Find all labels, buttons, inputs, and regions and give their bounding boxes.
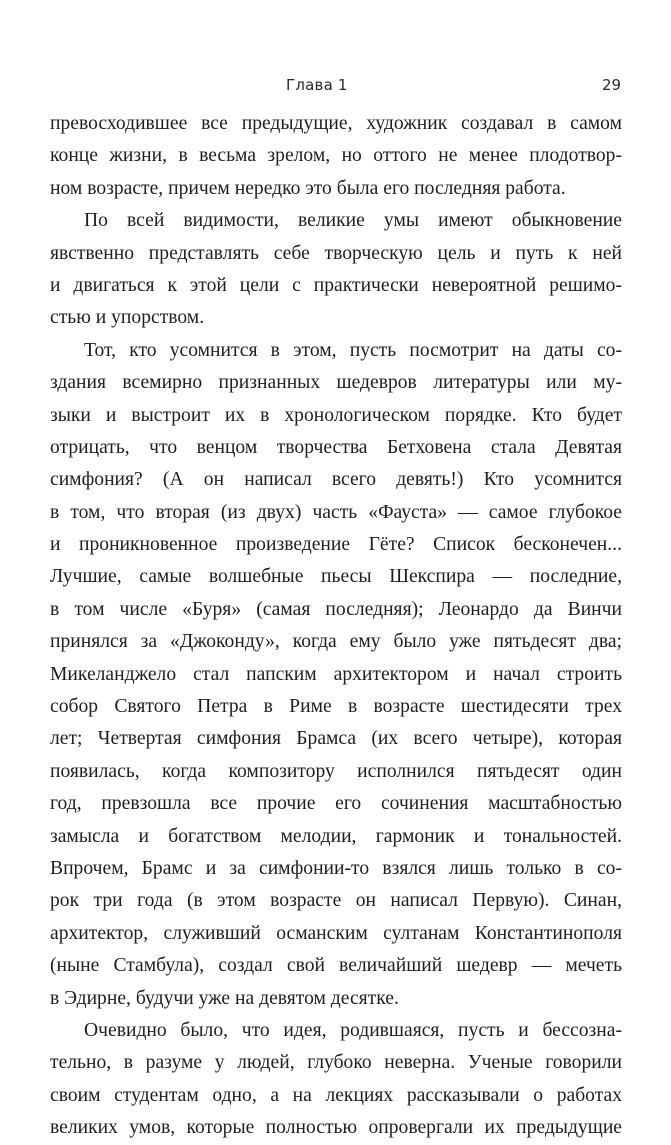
text-line: (ныне Стамбула), создал свой величайший шедевр — мечеть — [50, 955, 622, 977]
text-line: принялся за «Джоконду», когда ему было уже пятьдесят два; — [50, 631, 622, 653]
chapter-title: Глава 1 — [286, 76, 348, 94]
text-line: отрицать, что венцом творчества Бетховена стала Девятая — [50, 436, 622, 458]
text-line: в том числе «Буря» (самая последняя); Леонардо да Винчи — [50, 598, 622, 620]
body-text — [50, 108, 622, 1145]
text-line: лет; Четвертая симфония Брамса (их всего четыре), которая — [50, 728, 622, 750]
text-line: в Эдирне, будучи уже на девятом десятке. — [50, 987, 399, 1009]
text-line: и двигаться к этой цели с практически невероятной решимо- — [50, 274, 622, 296]
text-line: симфония? (А он написал всего девять!) Кто усомнится — [50, 469, 622, 491]
page-number: 29 — [602, 76, 622, 94]
text-line: собор Святого Петра в Риме в возрасте шестидесяти трех — [50, 696, 622, 718]
text-line: конце жизни, в весьма зрелом, но оттого не менее плодотвор- — [50, 145, 622, 167]
text-line: Лучшие, самые волшебные пьесы Шекспира — последние, — [50, 566, 622, 588]
text-line: появилась, когда композитору исполнился пятьдесят один — [50, 760, 622, 782]
text-line: По всей видимости, великие умы имеют обыкновение — [84, 210, 622, 232]
text-line: своим студентам одно, а на лекциях рассказывали о работах — [50, 1084, 622, 1106]
text-line: архитектор, служивший османским султанам Константинополя — [50, 922, 622, 944]
text-line: превосходившее все предыдущие, художник создавал в самом — [50, 113, 622, 134]
text-line: Микеланджело стал папским архитектором и начал строить — [50, 663, 622, 685]
text-line: Впрочем, Брамс и за симфонии-то взялся лишь только в со- — [50, 857, 622, 879]
text-line: стью и упорством. — [50, 307, 205, 329]
running-header — [0, 74, 671, 96]
text-line: рок три года (в этом возрасте он написал Первую). Синан, — [50, 890, 622, 912]
text-line: Тот, кто усомнится в этом, пусть посмотрит на даты со- — [84, 339, 622, 361]
text-line: год, превзошла все прочие его сочинения масштабностью — [50, 793, 622, 815]
text-line: зыки и выстроит их в хронологическом порядке. Кто будет — [50, 404, 622, 426]
text-line: Очевидно было, что идея, родившаяся, пусть и бессозна- — [84, 1019, 622, 1041]
text-line: ном возрасте, причем нередко это была его последняя работа. — [50, 177, 566, 199]
text-line: тельно, в разуме у людей, глубоко неверна. Ученые говорили — [50, 1052, 622, 1074]
text-line: замысла и богатством мелодии, гармоник и тональностей. — [50, 825, 622, 847]
text-line: здания всемирно признанных шедевров литературы или му- — [50, 372, 622, 394]
text-line: явственно представлять себе творческую цель и путь к ней — [50, 242, 622, 264]
text-line: в том, что вторая (из двух) часть «Фауста» — самое глубокое — [50, 501, 622, 523]
text-line: великих умов, которые полностью опровергали их предыдущие — [50, 1117, 622, 1139]
text-line: и проникновенное произведение Гёте? Список бесконечен... — [50, 534, 622, 556]
